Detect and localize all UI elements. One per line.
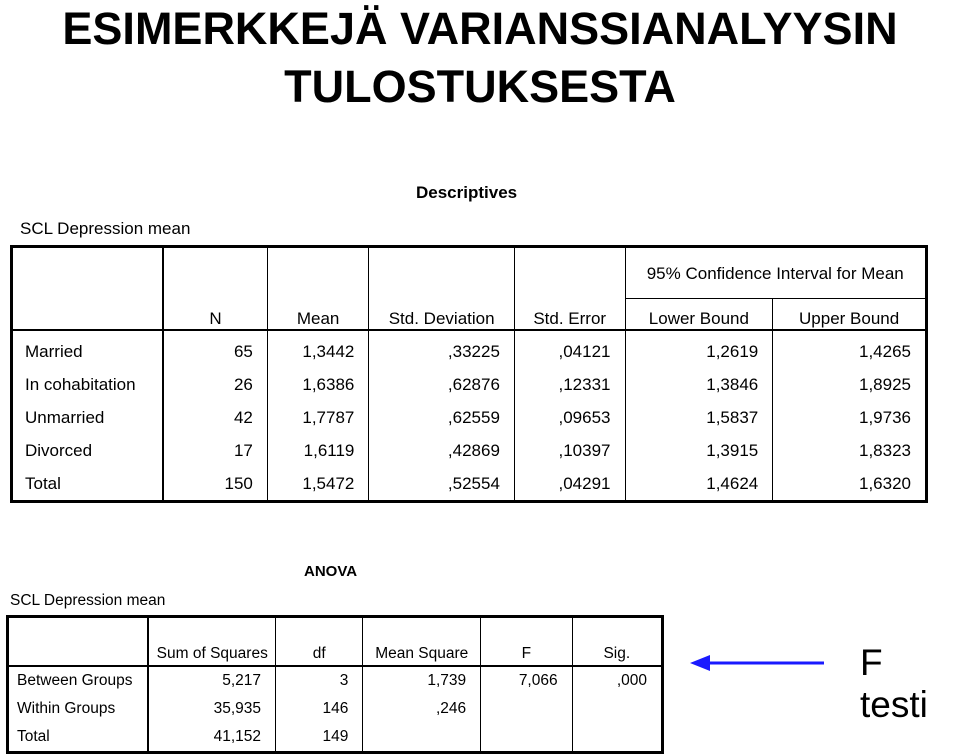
cell: 1,5472 xyxy=(267,467,369,502)
row-label: Total xyxy=(17,728,50,745)
cell xyxy=(363,723,481,753)
descriptives-table xyxy=(10,245,928,503)
row-label: Unmarried xyxy=(25,407,105,427)
col-header-lower-bound: Lower Bound xyxy=(625,299,773,331)
cell: 26 xyxy=(163,368,267,401)
slide-title-line-1: ESIMERKKEJÄ VARIANSSIANALYYSIN xyxy=(62,3,898,54)
col-header-sig: Sig. xyxy=(572,617,662,667)
col-header-std-deviation: Std. Deviation xyxy=(369,299,515,331)
table-row xyxy=(8,695,663,723)
col-header-df: df xyxy=(276,617,363,667)
row-label: Within Groups xyxy=(17,700,116,717)
cell: ,09653 xyxy=(514,401,625,434)
table-row xyxy=(8,723,663,753)
cell: 149 xyxy=(276,723,363,753)
descriptives-title: Descriptives xyxy=(416,183,518,202)
cell: 1,8323 xyxy=(773,434,927,467)
cell: 1,6119 xyxy=(267,434,369,467)
row-label: Total xyxy=(25,473,61,493)
row-label: In cohabitation xyxy=(25,374,136,394)
cell: ,33225 xyxy=(369,330,515,368)
cell: ,52554 xyxy=(369,467,515,502)
col-header-sum-of-squares: Sum of Squares xyxy=(148,617,275,667)
cell xyxy=(572,695,662,723)
cell: 1,3442 xyxy=(267,330,369,368)
ci-header: 95% Confidence Interval for Mean xyxy=(625,247,927,299)
slide-title xyxy=(0,0,960,116)
cell: 146 xyxy=(276,695,363,723)
anova-table xyxy=(6,615,664,754)
table-row xyxy=(12,401,927,434)
col-header-std-error: Std. Error xyxy=(514,299,625,331)
cell: ,42869 xyxy=(369,434,515,467)
cell: ,246 xyxy=(363,695,481,723)
cell: 1,8925 xyxy=(773,368,927,401)
cell: 3 xyxy=(276,666,363,695)
cell: ,10397 xyxy=(514,434,625,467)
cell: ,000 xyxy=(572,666,662,695)
cell: 1,9736 xyxy=(773,401,927,434)
cell: ,12331 xyxy=(514,368,625,401)
cell: 1,4624 xyxy=(625,467,773,502)
col-header-upper-bound: Upper Bound xyxy=(773,299,927,331)
cell xyxy=(481,695,572,723)
slide-title-line-2: TULOSTUKSESTA xyxy=(284,61,676,112)
cell: 41,152 xyxy=(148,723,275,753)
arrow-left-icon xyxy=(690,651,826,675)
desc-corner-cell xyxy=(12,247,164,299)
cell: ,62876 xyxy=(369,368,515,401)
anova-corner-cell xyxy=(8,617,149,667)
table-row xyxy=(8,666,663,695)
cell: 1,4265 xyxy=(773,330,927,368)
cell: 65 xyxy=(163,330,267,368)
row-label: Divorced xyxy=(25,440,93,460)
cell: 7,066 xyxy=(481,666,572,695)
arrow-head xyxy=(690,655,710,671)
row-label: Married xyxy=(25,341,83,361)
anova-title: ANOVA xyxy=(304,563,358,580)
cell: 1,2619 xyxy=(625,330,773,368)
cell: ,04291 xyxy=(514,467,625,502)
table-row xyxy=(12,467,927,502)
row-label: Between Groups xyxy=(17,672,133,689)
anova-variable-label: SCL Depression mean xyxy=(10,592,166,609)
cell: 1,3915 xyxy=(625,434,773,467)
col-header-mean-square: Mean Square xyxy=(363,617,481,667)
cell: 5,217 xyxy=(148,666,275,695)
cell: 150 xyxy=(163,467,267,502)
col-header-mean: Mean xyxy=(267,299,369,331)
col-header-n: N xyxy=(163,299,267,331)
cell: ,62559 xyxy=(369,401,515,434)
table-row xyxy=(12,434,927,467)
f-test-label: F testi xyxy=(860,642,928,725)
cell: 42 xyxy=(163,401,267,434)
col-header-f: F xyxy=(481,617,572,667)
cell: 1,5837 xyxy=(625,401,773,434)
cell: 1,739 xyxy=(363,666,481,695)
cell: ,04121 xyxy=(514,330,625,368)
cell: 1,6320 xyxy=(773,467,927,502)
cell: 35,935 xyxy=(148,695,275,723)
cell: 1,7787 xyxy=(267,401,369,434)
cell xyxy=(572,723,662,753)
cell xyxy=(481,723,572,753)
table-row xyxy=(12,330,927,368)
cell: 1,3846 xyxy=(625,368,773,401)
descriptives-variable-label: SCL Depression mean xyxy=(20,219,191,238)
cell: 1,6386 xyxy=(267,368,369,401)
cell: 17 xyxy=(163,434,267,467)
table-row xyxy=(12,368,927,401)
